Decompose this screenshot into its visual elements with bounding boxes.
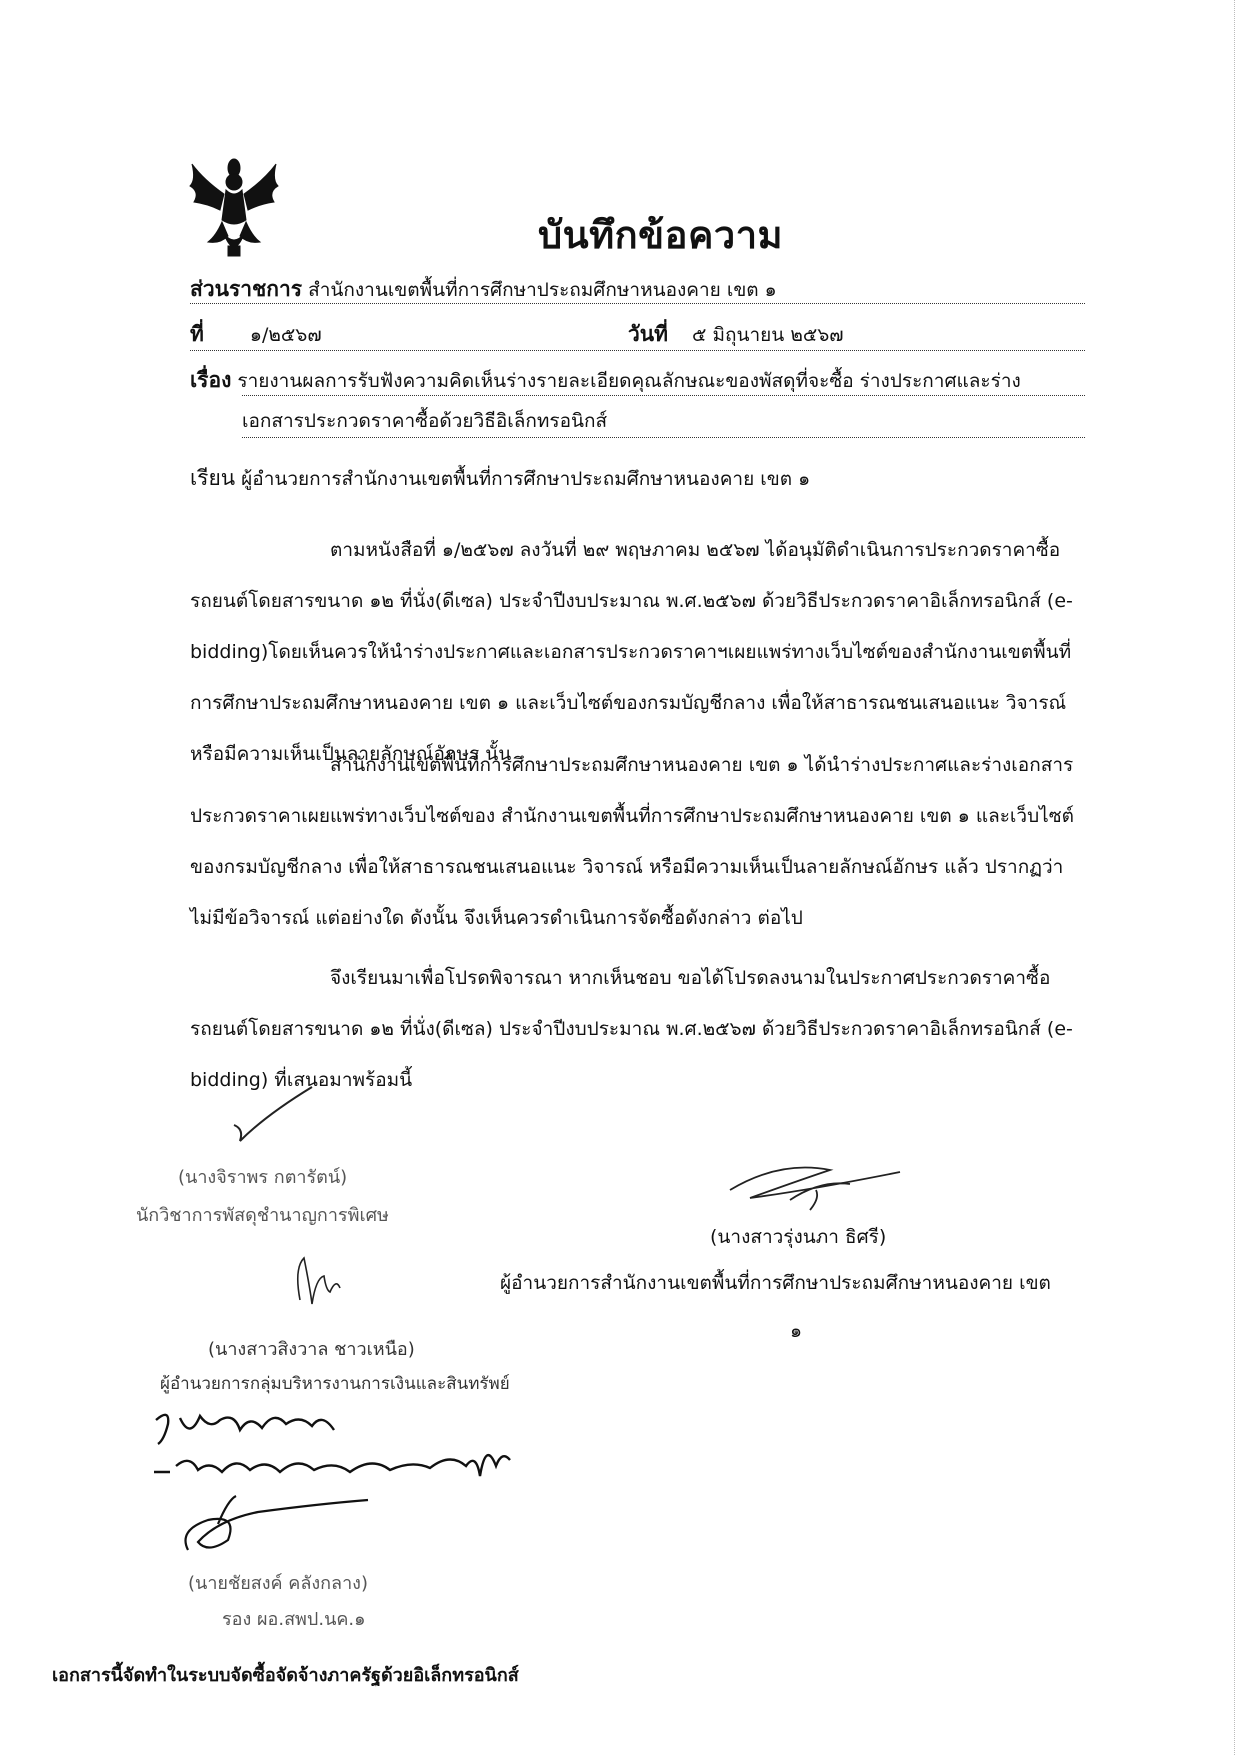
finance-position: ผู้อำนวยการกลุ่มบริหารงานการเงินและสินทรัพย์ xyxy=(160,1374,510,1394)
document-footer: เอกสารนี้จัดทำในระบบจัดซื้อจัดจ้างภาครัฐด้วยอิเล็กทรอนิกส์ xyxy=(52,1665,519,1686)
date-label: วันที่ xyxy=(628,322,668,346)
subject-line-1: รายงานผลการรับฟังความคิดเห็นร่างรายละเอียดคุณลักษณะของพัสดุที่จะซื้อ ร่างประกาศและร่าง xyxy=(237,370,1021,392)
scan-edge-line xyxy=(1234,0,1236,1755)
handwritten-note xyxy=(150,1400,530,1500)
finance-name: (นางสาวสิงวาล ชาวเหนือ) xyxy=(208,1339,415,1360)
paragraph-text: ตามหนังสือที่ ๑/๒๕๖๗ ลงวันที่ ๒๙ พฤษภาคม ๒๕๖๗ ได้อนุมัติดำเนินการประกวดราคาซื้อรถยนต์โดยสารขนาด ๑๒ ที่นั่ง(ดีเซล) ประจำปีงบประมาณ พ.ศ.๒๕๖๗ ด้วยวิธีประกวดราคาอิเล็กทรอนิกส์ (e-bidding)โดยเห็นควรให้นำร่างประกาศและเอกสารประกวดราคาฯเผยแพร่ทางเว็บไซต์ของสำนักงานเขตพื้นที่การศึกษาประถมศึกษาหนองคาย เขต ๑ และเว็บไซต์ของกรมบัญชีกลาง เพื่อให้สาธารณชนเสนอแนะ วิจารณ์ หรือมีความเห็นเป็นลายลักษณ์อักษร นั้น xyxy=(190,539,1073,765)
director-position-cont: ๑ xyxy=(790,1320,803,1342)
officer-position: นักวิชาการพัสดุชำนาญการพิเศษ xyxy=(136,1205,389,1226)
date-row xyxy=(628,318,1088,351)
agency-label: ส่วนราชการ xyxy=(190,277,303,301)
date-value: ๕ มิถุนายน ๒๕๖๗ xyxy=(692,324,844,346)
deputy-name: (นายชัยสงค์ คลังกลาง) xyxy=(188,1573,368,1594)
ref-label: ที่ xyxy=(190,322,204,346)
director-signature-icon xyxy=(720,1150,910,1220)
agency-dotted-line xyxy=(190,303,1085,304)
paragraph-text: จึงเรียนมาเพื่อโปรดพิจารณา หากเห็นชอบ ขอได้โปรดลงนามในประกาศประกวดราคาซื้อรถยนต์โดยสารขนาด ๑๒ ที่นั่ง(ดีเซล) ประจำปีงบประมาณ พ.ศ.๒๕๖๗ ด้วยวิธีประกวดราคาอิเล็กทรอนิกส์ (e-bidding) ที่เสนอมาพร้อมนี้ xyxy=(190,967,1073,1091)
agency-row xyxy=(190,273,1085,306)
ref-value: ๑/๒๕๖๗ xyxy=(249,324,322,346)
salutation-value: ผู้อำนวยการสำนักงานเขตพื้นที่การศึกษาประถมศึกษาหนองคาย เขต ๑ xyxy=(241,468,811,490)
deputy-signature-icon xyxy=(168,1490,378,1570)
body-paragraph-2 xyxy=(190,740,1090,944)
salutation-row xyxy=(190,462,1085,495)
ref-dotted-line xyxy=(190,350,1085,351)
officer-name: (นางจิราพร กตารัตน์) xyxy=(178,1167,348,1188)
checkmark-icon xyxy=(226,1085,316,1155)
director-name: (นางสาวรุ่งนภา ธิศรี) xyxy=(710,1226,887,1248)
subject-dotted-line-1 xyxy=(242,395,1085,396)
agency-value: สำนักงานเขตพื้นที่การศึกษาประถมศึกษาหนองคาย เขต ๑ xyxy=(308,279,777,301)
paragraph-text: สำนักงานเขตพื้นที่การศึกษาประถมศึกษาหนองคาย เขต ๑ ได้นำร่างประกาศและร่างเอกสารประกวดราคาเผยแพร่ทางเว็บไซต์ของ สำนักงานเขตพื้นที่การศึกษาประถมศึกษาหนองคาย เขต ๑ และเว็บไซต์ของกรมบัญชีกลาง เพื่อให้สาธารณชนเสนอแนะ วิจารณ์ หรือมีความเห็นเป็นลายลักษณ์อักษร แล้ว ปรากฏว่าไม่มีข้อวิจารณ์ แต่อย่างใด ดังนั้น จึงเห็นควรดำเนินการจัดซื้อดังกล่าว ต่อไป xyxy=(190,754,1074,929)
body-paragraph-3 xyxy=(190,953,1090,1106)
garuda-emblem-icon xyxy=(186,150,282,262)
director-position: ผู้อำนวยการสำนักงานเขตพื้นที่การศึกษาประถมศึกษาหนองคาย เขต xyxy=(500,1272,1051,1294)
subject-row xyxy=(190,364,1085,397)
salutation-label: เรียน xyxy=(190,466,236,490)
document-title: บันทึกข้อความ xyxy=(538,213,784,257)
finance-initial-signature-icon xyxy=(290,1248,360,1310)
subject-line-2: เอกสารประกวดราคาซื้อด้วยวิธีอิเล็กทรอนิกส์ xyxy=(242,410,608,432)
deputy-position: รอง ผอ.สพป.นค.๑ xyxy=(222,1609,366,1630)
subject-dotted-line-2 xyxy=(242,437,1085,438)
subject-label: เรื่อง xyxy=(190,368,232,392)
